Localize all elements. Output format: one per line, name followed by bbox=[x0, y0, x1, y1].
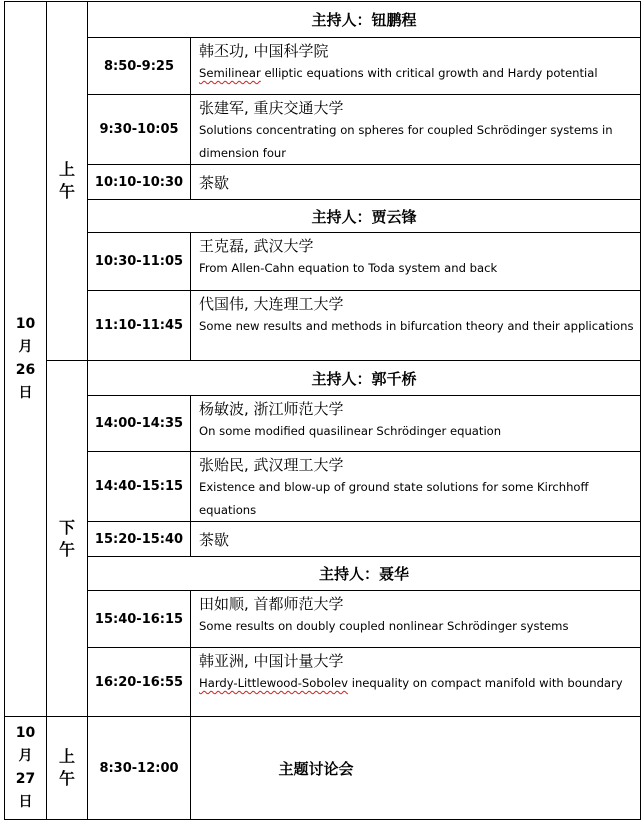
talk-entry bbox=[191, 38, 640, 94]
talk-speaker: 张贻民, 武汉理工大学 bbox=[199, 456, 344, 474]
time-text: 14:40-15:15 bbox=[94, 479, 184, 494]
tea-break bbox=[191, 522, 640, 556]
talk-entry bbox=[191, 233, 640, 290]
time-text: 14:00-14:35 bbox=[94, 416, 184, 431]
talk-speaker: 杨敏波, 浙江师范大学 bbox=[199, 400, 344, 418]
talk-title: From Allen-Cahn equation to Toda system and back bbox=[199, 261, 498, 275]
talk-entry bbox=[191, 396, 640, 451]
talk-speaker: 代国伟, 大连理工大学 bbox=[199, 295, 344, 313]
talk-title-rest: elliptic equations with critical growth and Hardy potential bbox=[260, 66, 598, 80]
talk-title bbox=[199, 62, 634, 85]
talk-entry bbox=[191, 452, 640, 521]
chair-label: 主持人：钮鹏程 bbox=[311, 11, 417, 29]
half-morning-27 bbox=[47, 717, 87, 819]
date-oct-27 bbox=[5, 717, 46, 819]
talk-title: Some new results and methods in bifurcation theory and their applications bbox=[199, 319, 634, 333]
half-char: 午 bbox=[58, 769, 75, 788]
talk-title: Solutions concentrating on spheres for coupled Schrödinger systems in dimension four bbox=[199, 123, 613, 160]
time-text: 10:30-11:05 bbox=[94, 254, 184, 269]
time-slot bbox=[88, 38, 190, 94]
break-label: 茶歇 bbox=[199, 173, 230, 192]
time-text: 8:50-9:25 bbox=[103, 58, 175, 74]
talk-title: Existence and blow-up of ground state solutions for some Kirchhoff equations bbox=[199, 480, 589, 517]
break-label: 茶歇 bbox=[199, 530, 230, 549]
date-day-unit: 日 bbox=[18, 385, 33, 401]
talk-title-rest: inequality on compact manifold with boundary bbox=[348, 676, 623, 690]
date-month-unit: 月 bbox=[18, 339, 33, 355]
tea-break bbox=[191, 165, 640, 199]
date-month-unit: 月 bbox=[18, 748, 33, 764]
half-char: 下 bbox=[58, 517, 75, 537]
date-oct-26 bbox=[5, 2, 46, 716]
talk-entry bbox=[191, 291, 640, 360]
time-slot bbox=[88, 452, 190, 521]
date-month: 10 bbox=[15, 725, 36, 741]
time-slot bbox=[88, 165, 190, 199]
time-slot bbox=[88, 522, 190, 556]
time-slot bbox=[88, 717, 190, 819]
time-text: 15:40-16:15 bbox=[94, 611, 184, 627]
half-afternoon-26 bbox=[47, 361, 87, 716]
chair-row bbox=[88, 2, 640, 37]
chair-label: 主持人：贾云锋 bbox=[311, 207, 417, 226]
time-text: 15:20-15:40 bbox=[94, 531, 184, 547]
talk-speaker: 韩丕功, 中国科学院 bbox=[199, 42, 329, 60]
date-day: 27 bbox=[15, 771, 36, 787]
talk-title: Some results on doubly coupled nonlinear Schrödinger systems bbox=[199, 619, 569, 633]
talk-speaker: 张建军, 重庆交通大学 bbox=[199, 99, 344, 117]
chair-row bbox=[88, 200, 640, 232]
half-char: 上 bbox=[58, 160, 75, 179]
talk-entry bbox=[191, 591, 640, 647]
time-slot bbox=[88, 95, 190, 164]
time-text: 9:30-10:05 bbox=[99, 122, 179, 137]
chair-row bbox=[88, 361, 640, 395]
talk-speaker: 田如顺, 首都师范大学 bbox=[199, 595, 344, 613]
talk-title-word: Semilinear bbox=[199, 66, 261, 80]
talk-speaker: 韩亚洲, 中国计量大学 bbox=[199, 652, 344, 670]
date-day-unit: 日 bbox=[18, 794, 33, 810]
time-text: 16:20-16:55 bbox=[94, 674, 184, 690]
half-char: 午 bbox=[58, 539, 75, 559]
time-text: 8:30-12:00 bbox=[99, 760, 179, 776]
chair-label: 主持人：郭千桥 bbox=[311, 369, 417, 388]
time-slot bbox=[88, 591, 190, 647]
half-char: 上 bbox=[58, 747, 75, 766]
date-month: 10 bbox=[15, 316, 36, 332]
time-slot bbox=[88, 648, 190, 716]
talk-entry bbox=[191, 648, 640, 716]
forum-session bbox=[191, 717, 441, 819]
talk-entry bbox=[191, 95, 640, 164]
talk-title: On some modified quasilinear Schrödinger equation bbox=[199, 424, 502, 438]
time-text: 10:10-10:30 bbox=[94, 174, 184, 190]
time-text: 11:10-11:45 bbox=[94, 318, 184, 333]
time-slot bbox=[88, 396, 190, 451]
talk-title bbox=[199, 672, 634, 695]
half-morning-26 bbox=[47, 2, 87, 360]
half-char: 午 bbox=[58, 182, 75, 201]
talk-speaker: 王克磊, 武汉大学 bbox=[199, 237, 314, 255]
chair-label: 主持人：聂华 bbox=[318, 565, 409, 583]
forum-label: 主题讨论会 bbox=[278, 759, 354, 778]
time-slot bbox=[88, 291, 190, 360]
time-slot bbox=[88, 233, 190, 290]
date-day: 26 bbox=[15, 362, 36, 378]
chair-row bbox=[88, 557, 640, 590]
talk-title-word: Hardy-Littlewood-Sobolev bbox=[199, 676, 349, 690]
